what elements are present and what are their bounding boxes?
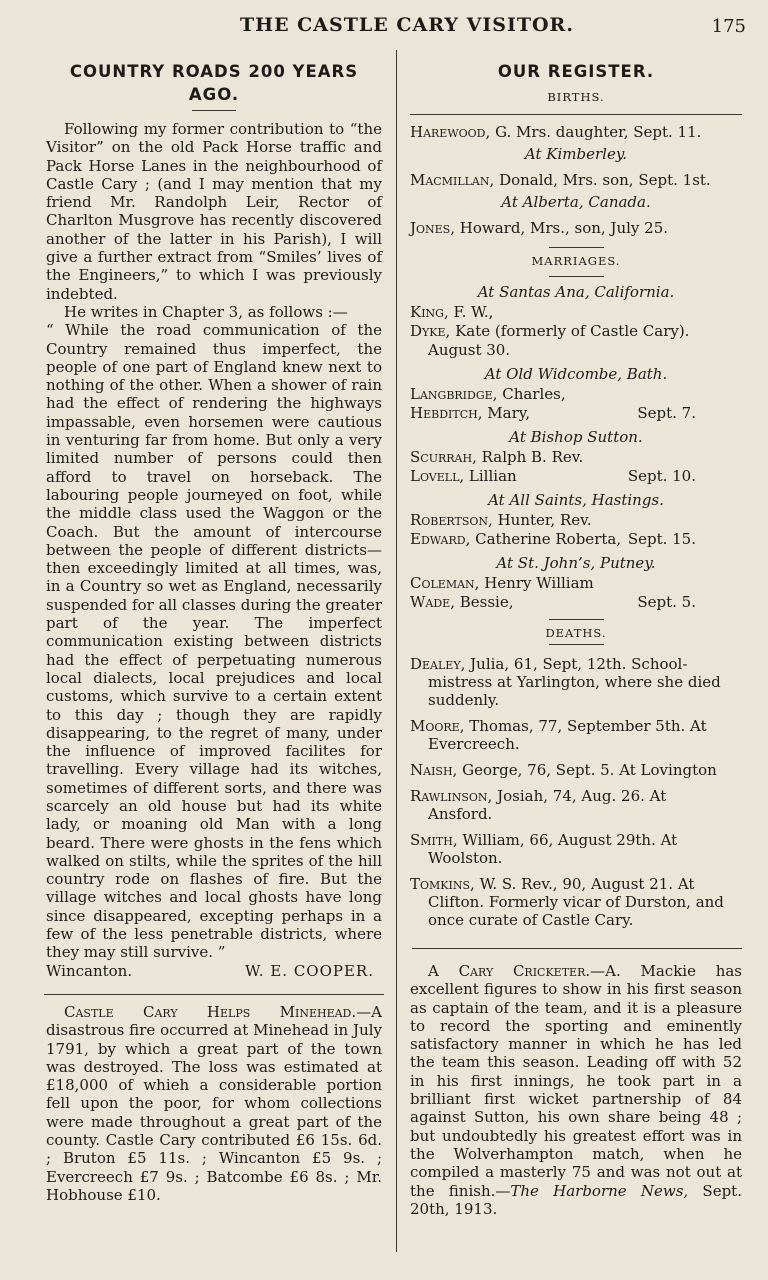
our-register bbox=[410, 60, 742, 937]
groom-surname: Robertson, bbox=[410, 511, 493, 529]
births-heading: BIRTHS. bbox=[547, 90, 605, 104]
death-continuation: Clifton. Formerly vicar of Durston, and once curate of Castle Cary. bbox=[428, 893, 724, 929]
article-castle-cary-helps-minehead bbox=[46, 1003, 382, 1204]
signature-line bbox=[46, 962, 382, 980]
groom-surname: Scurrah, bbox=[410, 448, 477, 466]
birth-name: Macmillan, bbox=[410, 171, 495, 189]
bride-forename: Bessie, bbox=[459, 593, 514, 611]
birth-name: Jones, bbox=[410, 219, 455, 237]
marriage-date: Sept. 5. bbox=[637, 593, 696, 611]
death-continuation: Woolston. bbox=[428, 849, 503, 867]
groom-forename: Ralph B. Rev. bbox=[481, 448, 584, 466]
article-date: Sept. 20th, 1913. bbox=[410, 1181, 742, 1218]
bride-forename: Lillian bbox=[468, 467, 517, 485]
article-lead: A Cary Cricketer.— bbox=[428, 962, 606, 980]
article-text: A disastrous fire occurred at Minehead in July 1791, by which a great part of the town was destroyed. The loss was estimated at £18,000 of whieh a considerable portion fell upon the poor, for whom collections were made throughout a great part of the county. Castle Cary contributed £6 15s. 6d. ; Bruton £5 11s. ; Wincanton £5 9s. ; Evercreech £7 9s. ; Batcombe £6 8s. ; Mr. Hobhouse £10. bbox=[46, 1003, 382, 1204]
death-details: W. S. Rev., 90, August 21. At bbox=[479, 875, 695, 893]
marriage-date: Sept. 15. bbox=[627, 530, 696, 548]
article-lead: Castle Cary Helps Minehead.— bbox=[64, 1003, 372, 1021]
marriage-date: Sept. 10. bbox=[627, 467, 696, 485]
death-name: Rawlinson, bbox=[410, 787, 493, 805]
marriage-place: At Santas Ana, California. bbox=[477, 283, 675, 301]
marriage-place: At All Saints, Hastings. bbox=[488, 491, 664, 509]
death-continuation: mistress at Yarlington, where she died suddenly. bbox=[428, 673, 721, 709]
marriage-bride bbox=[410, 530, 742, 549]
deaths-heading: DEATHS. bbox=[545, 626, 607, 640]
birth-place: At Kimberley. bbox=[524, 145, 628, 163]
marriage-date: August 30. bbox=[428, 341, 511, 359]
death-entry bbox=[410, 875, 742, 929]
title-underline bbox=[192, 110, 236, 111]
article-paragraph: Following my former contribution to “the Visitor” on the old Pack Horse traffic and Pack Horse Lanes in the neighbourhood of Castle Cary ; (and I may mention that my friend Mr. Randolph Leir, Rector of Charlton Musgrove has recently discovered another of the latter in his Parish), I will give a further extract from “Smiles’ lives of the Engineers,” to which I was previously indebted. bbox=[46, 120, 382, 303]
birth-details: G. Mrs. daughter, Sept. 11. bbox=[495, 123, 702, 141]
death-name: Tomkins, bbox=[410, 875, 475, 893]
death-details: George, 76, Sept. 5. At Lovington bbox=[462, 761, 717, 779]
running-header bbox=[40, 12, 746, 42]
section-rule bbox=[549, 644, 604, 645]
marriage-groom bbox=[410, 448, 742, 467]
section-rule bbox=[549, 247, 604, 248]
article-divider bbox=[44, 994, 384, 995]
groom-surname: King, bbox=[410, 303, 449, 321]
birth-name: Harewood, bbox=[410, 123, 491, 141]
death-entry bbox=[410, 717, 742, 753]
article-quote: “ While the road communication of the Country remained thus imperfect, the people of one part of England knew next to nothing of the other. When a shower of rain had the effect of rendering the highways impassable, even horsemen were cautious in venturing far from home. But only a very limited number of persons could then afford to travel on horseback. The labouring people journeyed on foot, while the middle class used the Waggon or the Coach. But the amount of intercourse between the people of different districts—then exceedingly limited at all times, was, in a Country so wet as England, necessarily suspended for all classes during the greater part of the year. The imperfect communication existing between districts had the effect of perpetuating numerous local dialects, local prejudices and local customs, which survive to a certain extent to this day ; though they are rapidly disappearing, to the regret of many, under the influence of improved facilites for travelling. Every village had its witches, sometimes of different sorts, and there was scarcely an old house but had its white lady, or moaning old Man with a long beard. There were ghosts in the fens which walked on stilts, while the sprites of the hill country rode on flashes of fire. But the village witches and local ghosts have long since disappeared, excepting perhaps in a few of the less penetrable districts, where they may still survive. ” bbox=[46, 321, 383, 962]
publication-title: THE CASTLE CARY VISITOR. bbox=[240, 14, 574, 36]
death-details: William, 66, August 29th. At bbox=[462, 831, 678, 849]
death-entry bbox=[410, 655, 742, 709]
death-details: Josiah, 74, Aug. 26. At bbox=[497, 787, 667, 805]
groom-surname: Langbridge, bbox=[410, 385, 498, 403]
birth-place: At Alberta, Canada. bbox=[501, 193, 651, 211]
article-country-roads bbox=[46, 60, 382, 980]
groom-surname: Coleman, bbox=[410, 574, 480, 592]
birth-details: Donald, Mrs. son, Sept. 1st. bbox=[499, 171, 711, 189]
death-continuation: Ansford. bbox=[428, 805, 493, 823]
bride-forename: Kate (formerly of Castle Cary). bbox=[455, 322, 690, 340]
marriage-groom bbox=[410, 303, 742, 322]
death-details: Julia, 61, Sept, 12th. School- bbox=[470, 655, 688, 673]
birth-entry bbox=[410, 169, 742, 191]
groom-forename: Hunter, Rev. bbox=[497, 511, 592, 529]
marriage-place: At Bishop Sutton. bbox=[509, 428, 643, 446]
birth-entry bbox=[410, 217, 742, 239]
death-details: Thomas, 77, September 5th. At bbox=[469, 717, 707, 735]
bride-forename: Catherine Roberta, bbox=[475, 530, 622, 548]
death-name: Moore, bbox=[410, 717, 465, 735]
deaths-list bbox=[410, 655, 742, 929]
death-entry bbox=[410, 831, 742, 867]
section-rule bbox=[549, 619, 604, 620]
death-name: Dealey, bbox=[410, 655, 466, 673]
column-divider bbox=[396, 50, 397, 1252]
bride-surname: Dyke, bbox=[410, 322, 451, 340]
death-continuation: Evercreech. bbox=[428, 735, 520, 753]
section-rule bbox=[549, 276, 604, 277]
signature-place: Wincanton. bbox=[46, 961, 133, 980]
bride-surname: Hebditch, bbox=[410, 404, 483, 422]
bride-forename: Mary, bbox=[487, 404, 530, 422]
groom-forename: Charles, bbox=[502, 385, 566, 403]
marriage-bride bbox=[410, 322, 742, 341]
article-text: A. Mackie has excellent figures to show in his first season as captain of the team, and it is a pleasure to record the sporting and eminently satisfactory manner in which he has led the team this season. Leading off with 52 in his first innings, he took part in a brilliant first wicket partnership of 84 against Sutton, his own share being 48 ; but undoubtedly his greatest effort was in the Wolverhampton match, when he compiled a masterly 75 and was not out at the finish.— bbox=[410, 962, 742, 1200]
death-name: Smith, bbox=[410, 831, 458, 849]
marriage-bride bbox=[410, 593, 742, 612]
marriages-list bbox=[410, 281, 742, 615]
marriage-date: Sept. 7. bbox=[637, 404, 696, 422]
page-number: 175 bbox=[711, 16, 746, 37]
birth-entry bbox=[410, 121, 742, 143]
birth-details: Howard, Mrs., son, July 25. bbox=[459, 219, 669, 237]
marriage-groom bbox=[410, 385, 742, 404]
death-name: Naish, bbox=[410, 761, 458, 779]
marriage-place: At Old Widcombe, Bath. bbox=[484, 365, 668, 383]
signature-author: W. E. COOPER. bbox=[245, 961, 374, 980]
marriage-place: At St. John’s, Putney. bbox=[496, 554, 656, 572]
marriage-groom bbox=[410, 511, 742, 530]
bride-surname: Wade, bbox=[410, 593, 455, 611]
bride-surname: Lovell, bbox=[410, 467, 465, 485]
article-source: The Harborne News, bbox=[510, 1181, 689, 1200]
marriage-bride bbox=[410, 467, 742, 486]
groom-forename: F. W., bbox=[453, 303, 494, 321]
article-cary-cricketer bbox=[410, 962, 742, 1218]
article-paragraph bbox=[410, 962, 742, 1218]
marriage-bride bbox=[410, 404, 742, 423]
death-entry bbox=[410, 761, 742, 779]
article-divider bbox=[412, 948, 742, 949]
register-title: OUR REGISTER. bbox=[497, 62, 655, 81]
article-paragraph bbox=[46, 1003, 382, 1204]
bride-surname: Edward, bbox=[410, 530, 471, 548]
article-title: COUNTRY ROADS 200 YEARS AGO. bbox=[69, 62, 359, 104]
death-entry bbox=[410, 787, 742, 823]
births-list bbox=[410, 121, 742, 243]
marriages-heading: MARRIAGES. bbox=[531, 254, 621, 268]
section-rule bbox=[410, 114, 742, 115]
article-paragraph: He writes in Chapter 3, as follows :— bbox=[64, 302, 348, 321]
marriage-groom bbox=[410, 574, 742, 593]
groom-forename: Henry William bbox=[484, 574, 594, 592]
